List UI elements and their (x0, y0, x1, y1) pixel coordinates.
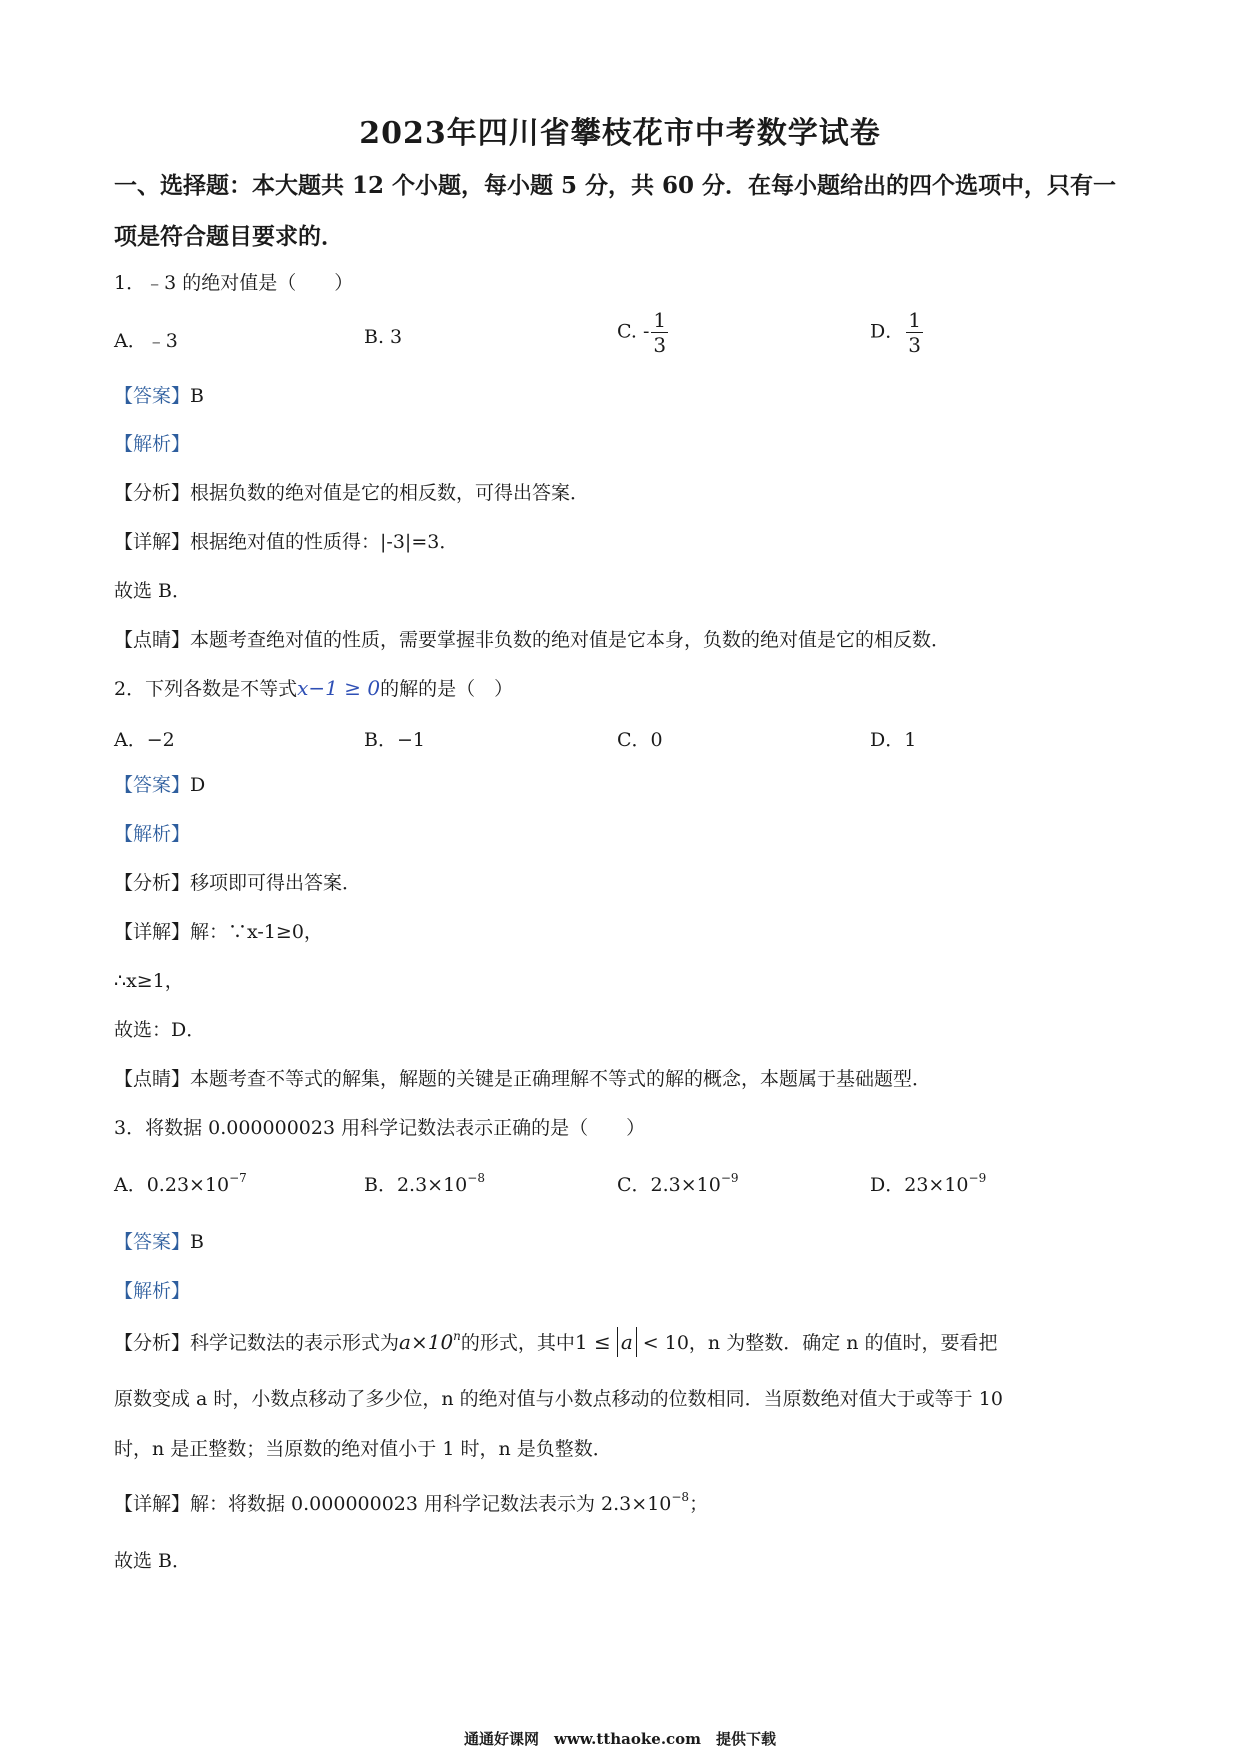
formula-base: a×10 (399, 1330, 454, 1354)
option-exponent: −8 (467, 1171, 485, 1185)
q3-choice: 故选 B． (114, 1550, 192, 1572)
option-exponent: −9 (968, 1171, 987, 1185)
q1-option-d-fraction (906, 308, 923, 357)
fenxi-tag: 【分析】 (114, 872, 191, 894)
option-exponent: −9 (720, 1171, 739, 1185)
analysis-tag: 【解析】 (114, 823, 191, 845)
fenxi-tag: 【分析】 (114, 482, 191, 504)
q3-option-b (364, 1170, 485, 1197)
q1-option-a: A．﹣3 (114, 330, 178, 352)
q2-option-c: C．0 (617, 729, 663, 751)
q1-option-c-prefix: C. - (617, 320, 650, 343)
q2-choice: 故选：D． (114, 1019, 206, 1041)
fenxi-text: 的形式，其中 (460, 1332, 575, 1354)
q3-fenxi-line3: 时，n 是正整数；当原数的绝对值小于 1 时，n 是负整数． (114, 1438, 612, 1460)
q3-fenxi-line2: 原数变成 a 时，小数点移动了多少位，n 的绝对值与小数点移动的位数相同．当原数绝对值大于或等于 10 (114, 1388, 1003, 1410)
q2-inequality: x−1 ≥ 0 (297, 676, 381, 700)
answer-tag: 【答案】 (114, 1231, 191, 1253)
q2-analysis (114, 819, 190, 846)
xiangjie-text: 解：∵x-1≥0， (190, 921, 323, 943)
dianjing-tag: 【点睛】 (114, 629, 191, 651)
answer-tag: 【答案】 (114, 774, 191, 796)
q1-choice: 故选 B． (114, 580, 192, 602)
q3-option-a (114, 1170, 247, 1197)
q2-stem-before: 2．下列各数是不等式 (114, 678, 298, 700)
xiangjie-exponent: −8 (671, 1490, 690, 1504)
q1-dianjing (114, 625, 950, 652)
q1-xiangjie (114, 527, 458, 554)
answer-tag: 【答案】 (114, 385, 191, 407)
q2-option-d: D．1 (870, 729, 917, 751)
q2-xiangjie (114, 917, 323, 944)
q3-option-d (870, 1170, 986, 1197)
answer-value: D (190, 774, 206, 796)
q2-option-a: A．−2 (114, 729, 175, 751)
analysis-tag: 【解析】 (114, 1280, 191, 1302)
option-text: D．23×10 (870, 1174, 969, 1196)
section-heading: 一、选择题：本大题共 12 个小题，每小题 5 分，共 60 分．在每小题给出的四个选项中，只有一项是符合题目要求的． (114, 172, 1117, 250)
fraction-numerator: 1 (653, 308, 667, 332)
fenxi-tag: 【分析】 (114, 1332, 191, 1354)
dianjing-tag: 【点睛】 (114, 1068, 191, 1090)
q3-fenxi-line1 (114, 1327, 998, 1357)
fenxi-range-left: 1 ≤ (574, 1330, 611, 1354)
fenxi-text: 科学记数法的表示形式为 (190, 1332, 400, 1354)
xiangjie-end: ； (689, 1493, 709, 1515)
dianjing-text: 本题考查绝对值的性质，需要掌握非负数的绝对值是它本身，负数的绝对值是它的相反数． (190, 629, 951, 651)
fraction-denominator: 3 (908, 333, 921, 357)
q3-xiangjie (114, 1489, 708, 1516)
fenxi-range-right: < 10，n 为整数．确定 n 的值时，要看把 (642, 1332, 998, 1354)
fenxi-formula (399, 1330, 461, 1354)
q3-option-c (617, 1170, 739, 1197)
q2-dianjing (114, 1064, 931, 1091)
q1-option-d-prefix: D． (870, 320, 905, 343)
fraction-denominator: 3 (653, 333, 667, 357)
q1-stem: 1．﹣3 的绝对值是（ ） (114, 272, 354, 294)
answer-value: B (190, 385, 204, 407)
fenxi-text: 根据负数的绝对值是它的相反数，可得出答案． (190, 482, 590, 504)
option-exponent: −7 (229, 1171, 247, 1185)
fenxi-abs-a: a (617, 1327, 637, 1357)
answer-value: B (190, 1231, 204, 1253)
q3-analysis (114, 1276, 190, 1303)
analysis-tag: 【解析】 (114, 433, 191, 455)
q1-fenxi (114, 478, 589, 505)
q1-option-c (617, 308, 670, 357)
page-title: 2023年四川省攀枝花市中考数学试卷 (359, 116, 881, 151)
option-text: C．2.3×10 (617, 1174, 721, 1196)
q3-stem: 3．将数据 0.000000023 用科学记数法表示正确的是（ ） (114, 1117, 646, 1139)
option-text: A．0.23×10 (114, 1174, 230, 1196)
q2-option-b: B．−1 (364, 729, 425, 751)
q1-option-b: B. 3 (364, 326, 403, 348)
q2-stem (114, 674, 513, 701)
q1-answer (114, 381, 204, 408)
xiangjie-text: 解：将数据 0.000000023 用科学记数法表示为 2.3×10 (190, 1493, 672, 1515)
q3-answer (114, 1227, 204, 1254)
q1-analysis (114, 429, 190, 456)
fraction-numerator: 1 (908, 308, 921, 332)
xiangjie-text: 根据绝对值的性质得：|-3|=3． (190, 531, 459, 553)
q1-option-c-fraction (651, 308, 668, 357)
dianjing-text: 本题考查不等式的解集，解题的关键是正确理解不等式的解的概念，本题属于基础题型． (190, 1068, 932, 1090)
fenxi-text: 移项即可得出答案． (190, 872, 362, 894)
q2-fenxi (114, 868, 361, 895)
page-footer: 通通好课网 www.tthaoke.com 提供下载 (463, 1730, 777, 1748)
formula-exponent: n (453, 1329, 461, 1343)
q2-answer (114, 770, 205, 797)
q2-stem-after: 的解的是（ ） (380, 678, 514, 700)
xiangjie-tag: 【详解】 (114, 1493, 191, 1515)
option-text: B．2.3×10 (364, 1174, 468, 1196)
q2-step: ∴x≥1， (114, 970, 184, 992)
xiangjie-tag: 【详解】 (114, 531, 191, 553)
q1-option-d (870, 308, 925, 357)
xiangjie-tag: 【详解】 (114, 921, 191, 943)
